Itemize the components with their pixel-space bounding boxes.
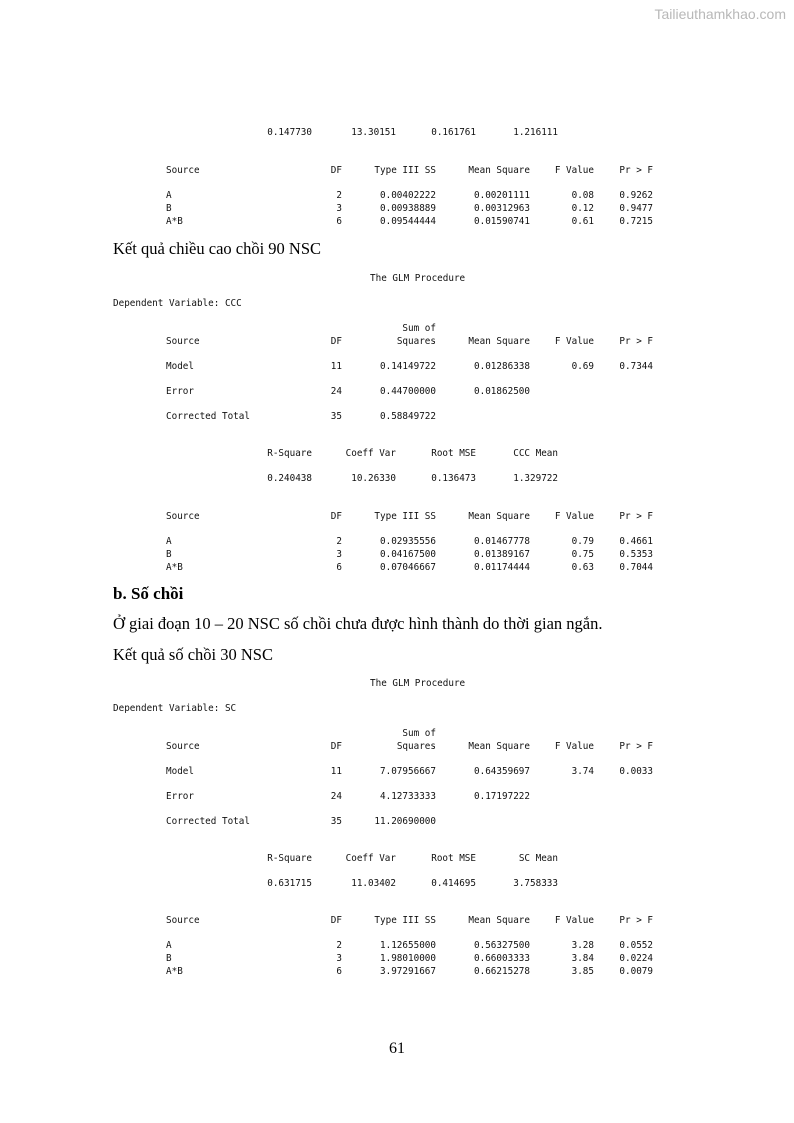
- cell-p: 0.7044: [619, 562, 653, 573]
- cell-source: Model: [166, 361, 194, 372]
- cell-source: A*B: [166, 562, 183, 573]
- col-header-p: Pr > F: [619, 915, 653, 926]
- cell-ms: 0.64359697: [474, 766, 530, 777]
- cell-f: 3.74: [571, 766, 594, 777]
- cell-p: 0.0033: [619, 766, 653, 777]
- fit-header: CCC Mean: [513, 448, 558, 459]
- col-header-ss: Type III SS: [374, 915, 436, 926]
- cell-ms: 0.66003333: [474, 953, 530, 964]
- fit-value: 10.26330: [351, 473, 396, 484]
- cell-source: A: [166, 536, 172, 547]
- cell-source: Corrected Total: [166, 816, 250, 827]
- cell-p: 0.4661: [619, 536, 653, 547]
- section-heading-b: b. Số chồi: [113, 584, 184, 603]
- col-header-df: DF: [330, 741, 342, 752]
- col-header-f: F Value: [554, 741, 594, 752]
- section-title-90nsc: Kết quả chiều cao chồi 90 NSC: [113, 239, 322, 258]
- cell-f: 0.79: [571, 536, 594, 547]
- col-header-p: Pr > F: [619, 511, 653, 522]
- cell-ss: 0.00402222: [380, 190, 436, 201]
- cell-ss: 7.07956667: [380, 766, 436, 777]
- cell-ms: 0.56327500: [474, 940, 530, 951]
- cell-p: 0.7344: [619, 361, 653, 372]
- cell-ss: 4.12733333: [380, 791, 436, 802]
- col-header-ss: Squares: [396, 336, 436, 347]
- cell-f: 0.08: [571, 190, 594, 201]
- col-header-df: DF: [330, 165, 342, 176]
- col-header-source: Source: [166, 336, 200, 347]
- col-header-p: Pr > F: [619, 336, 653, 347]
- cell-source: B: [166, 203, 172, 214]
- page-number: 61: [389, 1040, 405, 1057]
- section-title-30nsc: Kết quả số chồi 30 NSC: [113, 645, 273, 664]
- cell-df: 2: [336, 190, 342, 201]
- cell-ms: 0.01174444: [474, 562, 530, 573]
- cell-ss: 11.20690000: [374, 816, 436, 827]
- fit-value: 1.216111: [513, 127, 558, 138]
- cell-source: A*B: [166, 966, 183, 977]
- col-header-ms: Mean Square: [468, 165, 530, 176]
- cell-f: 0.63: [571, 562, 594, 573]
- fit-header: Coeff Var: [345, 853, 396, 864]
- cell-ss: 0.44700000: [380, 386, 436, 397]
- col-header-p: Pr > F: [619, 165, 653, 176]
- col-header-ms: Mean Square: [468, 511, 530, 522]
- fit-value: 0.414695: [431, 878, 476, 889]
- cell-f: 3.85: [571, 966, 594, 977]
- col-header-source: Source: [166, 511, 200, 522]
- sum-of-label: Sum of: [402, 323, 436, 334]
- cell-df: 2: [336, 536, 342, 547]
- cell-p: 0.0552: [619, 940, 653, 951]
- cell-ms: 0.01389167: [474, 549, 530, 560]
- cell-ms: 0.01862500: [474, 386, 530, 397]
- cell-df: 11: [330, 766, 342, 777]
- sum-of-label: Sum of: [402, 728, 436, 739]
- cell-df: 24: [330, 791, 342, 802]
- procedure-title: The GLM Procedure: [370, 678, 466, 689]
- fit-value: 3.758333: [513, 878, 558, 889]
- cell-ss: 3.97291667: [380, 966, 436, 977]
- watermark: Tailieuthamkhao.com: [654, 6, 786, 22]
- dependent-variable: Dependent Variable: CCC: [113, 298, 242, 309]
- cell-p: 0.9262: [619, 190, 653, 201]
- procedure-title: The GLM Procedure: [370, 273, 466, 284]
- cell-df: 11: [330, 361, 342, 372]
- cell-ss: 0.00938889: [380, 203, 436, 214]
- col-header-source: Source: [166, 741, 200, 752]
- cell-f: 0.69: [571, 361, 594, 372]
- cell-p: 0.7215: [619, 216, 653, 227]
- fit-value: 0.136473: [431, 473, 476, 484]
- cell-f: 0.75: [571, 549, 594, 560]
- cell-source: B: [166, 953, 172, 964]
- cell-ss: 0.14149722: [380, 361, 436, 372]
- cell-source: A*B: [166, 216, 183, 227]
- fit-header: SC Mean: [518, 853, 558, 864]
- cell-df: 3: [336, 203, 342, 214]
- cell-ms: 0.01467778: [474, 536, 530, 547]
- fit-header: Root MSE: [431, 853, 476, 864]
- fit-value: 0.147730: [267, 127, 312, 138]
- fit-value: 1.329722: [513, 473, 558, 484]
- cell-source: A: [166, 940, 172, 951]
- cell-df: 6: [336, 216, 342, 227]
- col-header-ms: Mean Square: [468, 336, 530, 347]
- col-header-ms: Mean Square: [468, 741, 530, 752]
- fit-value: 0.161761: [431, 127, 476, 138]
- cell-df: 3: [336, 953, 342, 964]
- cell-source: Error: [166, 791, 194, 802]
- col-header-df: DF: [330, 336, 342, 347]
- col-header-ss: Type III SS: [374, 165, 436, 176]
- cell-df: 24: [330, 386, 342, 397]
- col-header-f: F Value: [554, 336, 594, 347]
- col-header-p: Pr > F: [619, 741, 653, 752]
- col-header-df: DF: [330, 915, 342, 926]
- cell-ms: 0.01590741: [474, 216, 530, 227]
- cell-f: 3.28: [571, 940, 594, 951]
- cell-df: 2: [336, 940, 342, 951]
- cell-p: 0.5353: [619, 549, 653, 560]
- cell-source: A: [166, 190, 172, 201]
- cell-ms: 0.17197222: [474, 791, 530, 802]
- col-header-f: F Value: [554, 915, 594, 926]
- cell-df: 35: [330, 411, 342, 422]
- paragraph: Ở giai đoạn 10 – 20 NSC số chồi chưa được hình thành do thời gian ngắn.: [113, 614, 603, 633]
- fit-header: Coeff Var: [345, 448, 396, 459]
- cell-p: 0.9477: [619, 203, 653, 214]
- cell-df: 6: [336, 966, 342, 977]
- cell-ms: 0.01286338: [474, 361, 530, 372]
- fit-value: 0.631715: [267, 878, 312, 889]
- cell-f: 0.61: [571, 216, 594, 227]
- cell-ss: 0.09544444: [380, 216, 436, 227]
- fit-header: R-Square: [267, 853, 312, 864]
- col-header-source: Source: [166, 915, 200, 926]
- cell-f: 0.12: [571, 203, 594, 214]
- cell-source: Model: [166, 766, 194, 777]
- dependent-variable: Dependent Variable: SC: [113, 703, 237, 714]
- cell-p: 0.0079: [619, 966, 653, 977]
- fit-header: Root MSE: [431, 448, 476, 459]
- cell-ss: 1.98010000: [380, 953, 436, 964]
- col-header-df: DF: [330, 511, 342, 522]
- col-header-ss: Type III SS: [374, 511, 436, 522]
- fit-header: R-Square: [267, 448, 312, 459]
- cell-ms: 0.00312963: [474, 203, 530, 214]
- col-header-ss: Squares: [396, 741, 436, 752]
- cell-ss: 1.12655000: [380, 940, 436, 951]
- fit-value: 11.03402: [351, 878, 396, 889]
- cell-p: 0.0224: [619, 953, 653, 964]
- cell-df: 3: [336, 549, 342, 560]
- cell-ss: 0.58849722: [380, 411, 436, 422]
- cell-f: 3.84: [571, 953, 594, 964]
- cell-source: Error: [166, 386, 194, 397]
- cell-df: 35: [330, 816, 342, 827]
- cell-ss: 0.02935556: [380, 536, 436, 547]
- col-header-source: Source: [166, 165, 200, 176]
- fit-value: 0.240438: [267, 473, 312, 484]
- col-header-f: F Value: [554, 165, 594, 176]
- cell-source: Corrected Total: [166, 411, 250, 422]
- fit-value: 13.30151: [351, 127, 396, 138]
- cell-df: 6: [336, 562, 342, 573]
- col-header-ms: Mean Square: [468, 915, 530, 926]
- cell-ms: 0.00201111: [474, 190, 530, 201]
- cell-ss: 0.04167500: [380, 549, 436, 560]
- cell-ss: 0.07046667: [380, 562, 436, 573]
- cell-source: B: [166, 549, 172, 560]
- col-header-f: F Value: [554, 511, 594, 522]
- cell-ms: 0.66215278: [474, 966, 530, 977]
